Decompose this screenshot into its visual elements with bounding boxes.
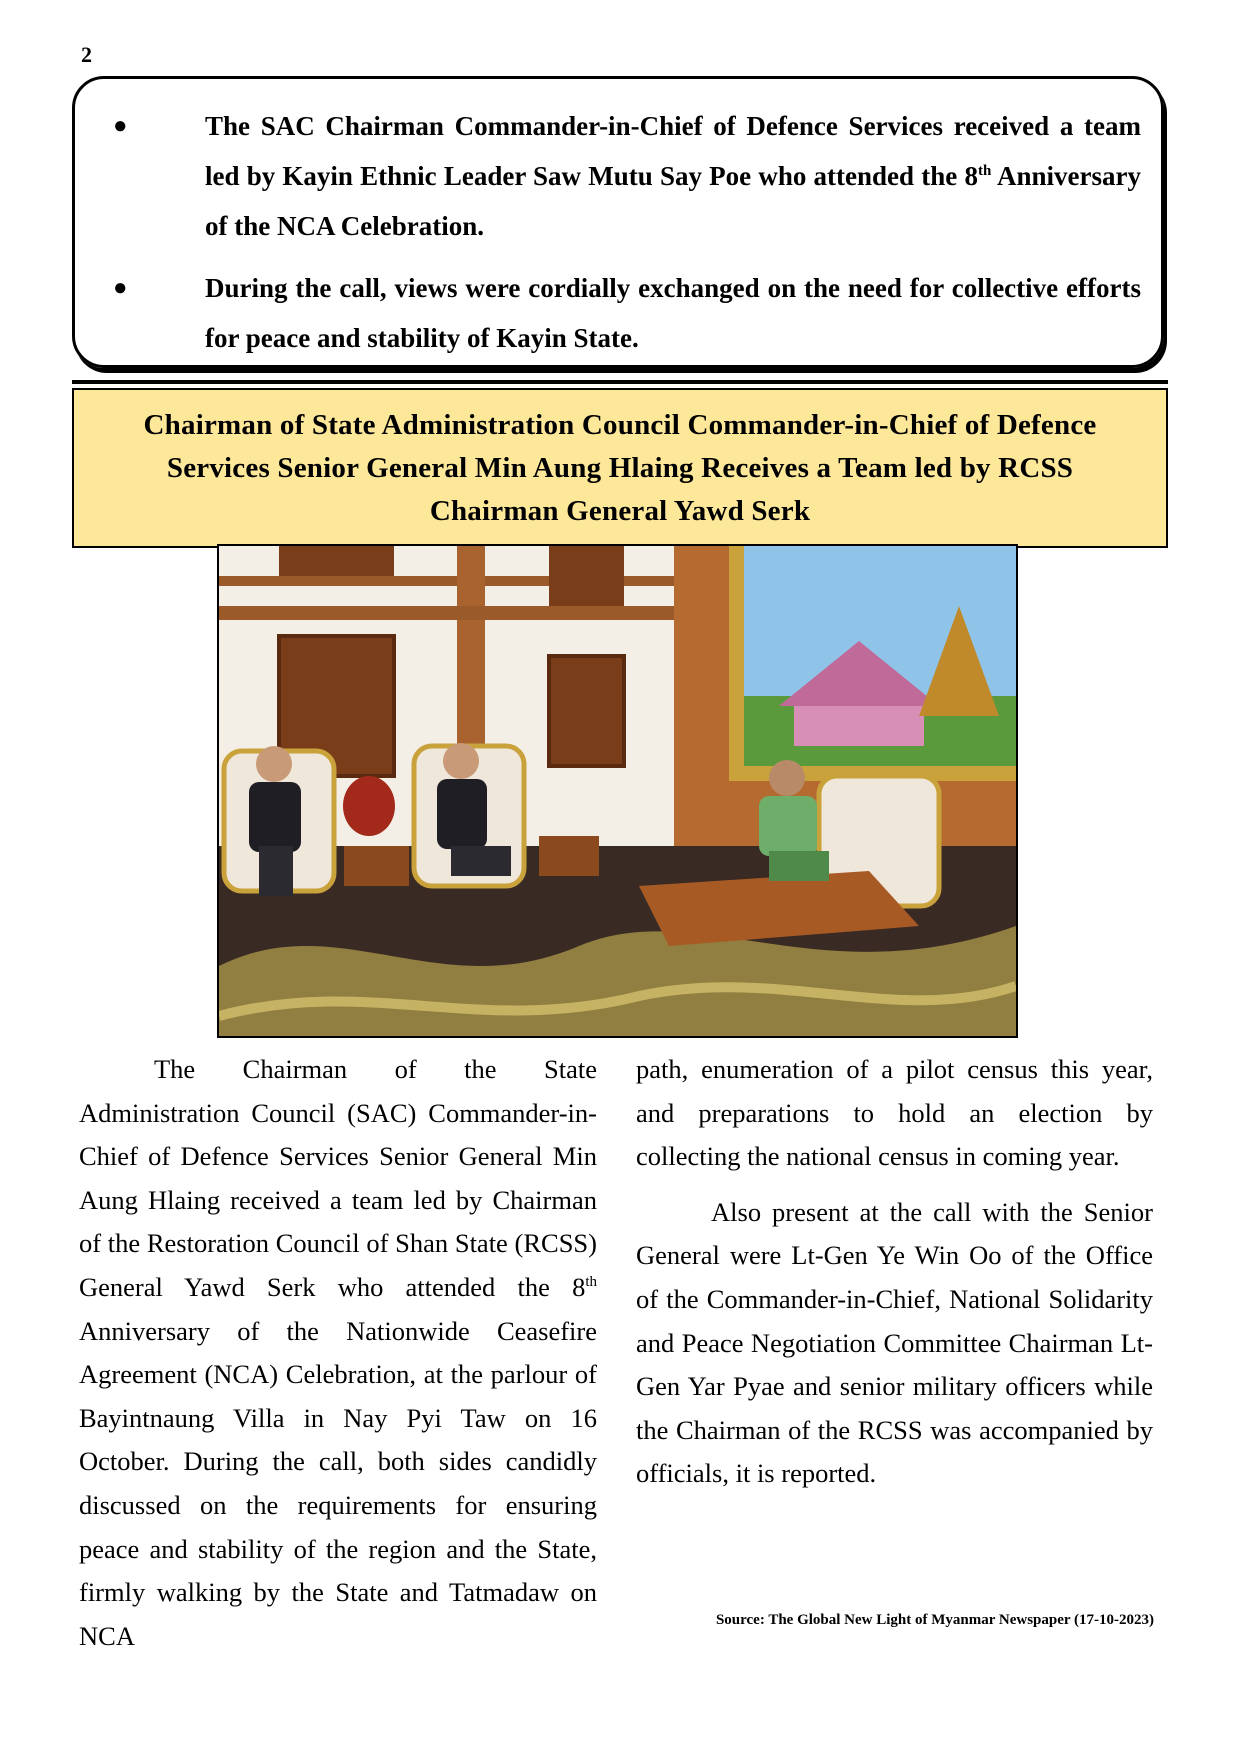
bullet-icon: ● xyxy=(113,113,128,139)
article-text-end: Anniversary of the Nationwide Ceasefire Agreement (NCA) Celebration, at the parlour of Bayintnaung Villa in Nay Pyi Taw on 16 October. During the call, both sides candidly discussed on the requirements for ensuring peace and stability of the region and the State, firmly walking by the State and Tatmadaw on NCA xyxy=(79,1315,597,1651)
ordinal-suffix: th xyxy=(585,1274,597,1291)
summary-item-text: During the call, views were cordially exchanged on the need for collective efforts for peace and stability of Kayin State. xyxy=(205,273,1141,353)
article-column-right xyxy=(636,1048,1153,1496)
headline-box xyxy=(72,388,1168,548)
summary-item xyxy=(95,263,1141,363)
headline-rule xyxy=(72,380,1168,384)
page-number: 2 xyxy=(81,42,92,67)
summary-item xyxy=(95,101,1141,251)
summary-box xyxy=(72,76,1164,368)
bullet-icon: ● xyxy=(113,275,128,301)
article-paragraph xyxy=(79,1048,597,1658)
meeting-photo xyxy=(217,544,1018,1038)
summary-item-text-end: Anniversary of the NCA Celebration. xyxy=(205,161,1141,241)
ordinal-suffix: th xyxy=(977,163,992,179)
headline: Chairman of State Administration Council Commander-in-Chief of Defence Services Senior General Min Aung Hlaing Receives a Team led by RCSS Chairman General Yawd Serk xyxy=(143,408,1097,527)
article-paragraph: Also present at the call with the Senior General were Lt-Gen Ye Win Oo of the Office of the Commander-in-Chief, National Solidarity and Peace Negotiation Committee Chairman Lt-Gen Yar Pyae and senior military officers while the Chairman of the RCSS was accompanied by officials, it is reported. xyxy=(636,1196,1153,1489)
source-credit: Source: The Global New Light of Myanmar Newspaper (17-10-2023) xyxy=(715,1612,1154,1628)
meeting-photo-illustration xyxy=(219,546,1016,1036)
article-paragraph-continued: path, enumeration of a pilot census this year, and preparations to hold an election by collecting the national census in coming year. xyxy=(636,1054,1153,1172)
summary-list xyxy=(75,79,1161,363)
summary-item-text: The SAC Chairman Commander-in-Chief of Defence Services received a team led by Kayin Ethnic Leader Saw Mutu Say Poe who attended the 8 xyxy=(205,111,1141,191)
article-column-left xyxy=(79,1048,597,1658)
article-text: The Chairman of the State Administration Council (SAC) Commander-in-Chief of Defence Services Senior General Min Aung Hlaing received a team led by Chairman of the Restoration Council of Shan State (RCSS) General Yawd Serk who attended the 8 xyxy=(79,1054,597,1302)
